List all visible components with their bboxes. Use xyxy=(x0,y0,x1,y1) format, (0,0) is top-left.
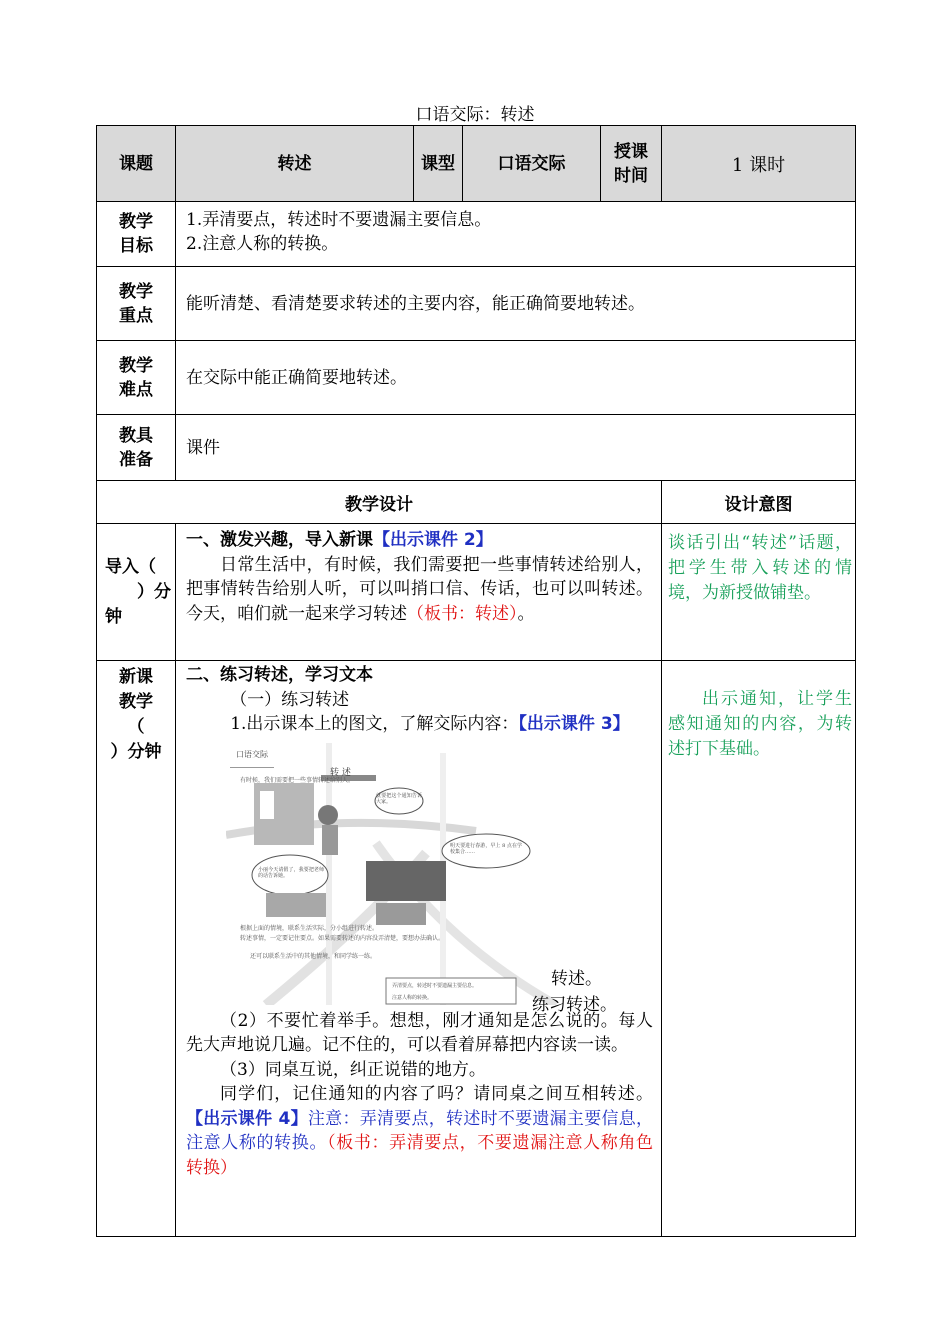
new-lesson-intent-text: 出示通知，让学生感知通知的内容，为转述打下基础。 xyxy=(668,689,852,759)
intro-label xyxy=(97,524,176,661)
new-lesson-label xyxy=(97,661,176,1237)
goals-label xyxy=(97,202,176,267)
goal-item: 1.弄清要点，转述时不要遗漏主要信息。 xyxy=(186,210,492,230)
goals-content xyxy=(176,202,856,267)
new-lesson-sub-1: （一）练习转述 xyxy=(230,689,350,710)
goals-label-line-1: 教学 xyxy=(119,212,153,232)
figure-tag: 口语交际 xyxy=(230,743,274,769)
figure-bubble-1: 就要把这个通知告诉大家。 xyxy=(376,792,422,805)
goals-row xyxy=(97,202,856,267)
topic-label: 课题 xyxy=(97,126,176,202)
figure-bubble-3: 小丽今天请假了，我要把老师的话告诉她。 xyxy=(258,866,324,879)
new-lesson-paragraph-4 xyxy=(186,1082,653,1180)
intro-row xyxy=(97,524,856,661)
new-lesson-row xyxy=(97,661,856,1237)
tools-row xyxy=(97,415,856,481)
new-lesson-step-1 xyxy=(186,712,653,737)
new-lesson-label-line-3: （ xyxy=(127,717,145,737)
time-label-line-2: 时间 xyxy=(614,165,648,186)
difficulties-label xyxy=(97,341,176,415)
new-lesson-label-line-2: 教学 xyxy=(119,692,153,712)
intro-label-line-1: 导入（ xyxy=(105,556,156,577)
intro-heading: 一、激发兴趣，导入新课 xyxy=(186,530,373,550)
intro-board: （板书：转述） xyxy=(407,603,518,624)
overlap-text-1: 转述。 xyxy=(551,968,602,989)
intro-label-line-3: 钟 xyxy=(105,606,122,627)
step-1-text: 1.出示课本上的图文，了解交际内容： xyxy=(230,714,519,734)
type-label: 课型 xyxy=(414,126,463,202)
figure-text-3: 还可以联系生活中的其他情境，和同学练一练。 xyxy=(250,952,377,960)
tools-label-line-1: 教具 xyxy=(119,425,153,446)
design-header: 教学设计 xyxy=(97,481,662,524)
tools-label-line-2: 准备 xyxy=(119,449,153,470)
difficulties-label-line-2: 难点 xyxy=(119,379,153,400)
new-lesson-heading: 二、练习转述，学习文本 xyxy=(186,665,373,685)
new-lesson-intent xyxy=(662,661,856,1237)
courseware-3: 【出示课件 3】 xyxy=(518,714,630,734)
key-points-label-line-2: 重点 xyxy=(119,305,153,326)
figure-text-1: 根据上面的情境，联系生活实际，分小组进行转述。 xyxy=(240,924,379,932)
key-points-row xyxy=(97,267,856,341)
figure-bubble-2: 明天要进行春游，早上 8 点在学校集合…… xyxy=(450,842,522,855)
tools-text: 课件 xyxy=(176,415,856,481)
design-header-row xyxy=(97,481,856,524)
header-row xyxy=(97,126,856,202)
key-points-text: 能听清楚、看清楚要求转述的主要内容，能正确简要地转述。 xyxy=(176,267,856,341)
figure-intro: 有时候，我们需要把一些事情转述给别人。 xyxy=(240,776,355,784)
tools-label xyxy=(97,415,176,481)
textbook-figure xyxy=(226,743,588,1005)
figure-tip-1: 弄清要点，转述时不要遗漏主要信息。 xyxy=(392,982,478,989)
difficulties-label-line-1: 教学 xyxy=(119,355,153,376)
intent-header: 设计意图 xyxy=(662,481,856,524)
new-lesson-step-3: （3）同桌互说，纠正说错的地方。 xyxy=(220,1059,486,1080)
overlap-text-2: 练习转述。 xyxy=(532,994,617,1015)
time-label xyxy=(601,126,662,202)
intro-heading-line xyxy=(186,528,653,553)
time-value: 1 课时 xyxy=(662,126,856,202)
intro-paragraph xyxy=(186,553,653,627)
intro-courseware: 【出示课件 2】 xyxy=(373,530,493,550)
document-title: 口语交际：转述 xyxy=(415,105,535,125)
key-points-label-line-1: 教学 xyxy=(119,281,153,302)
topic-value: 转述 xyxy=(176,126,414,202)
figure-tip-2: 注意人称的转换。 xyxy=(392,994,433,1001)
intro-intent: 谈话引出“转述”话题，把学生带入转述的情境，为新授做铺垫。 xyxy=(662,524,856,661)
difficulties-row xyxy=(97,341,856,415)
figure-text-2: 转述事情，一定要记住要点。如果需要转述的内容没弄清楚，要想办法确认。 xyxy=(240,934,445,942)
goal-item: 2.注意人称的转换。 xyxy=(186,234,339,254)
courseware-4: 【出示课件 4】 xyxy=(186,1108,308,1129)
goals-label-line-2: 目标 xyxy=(119,236,153,256)
intro-content xyxy=(176,524,662,661)
new-lesson-note: 注意：弄清要点，转述时不要遗漏主要信息，注意人称的转换。 xyxy=(186,1108,654,1153)
difficulties-text: 在交际中能正确简要地转述。 xyxy=(176,341,856,415)
new-lesson-label-line-4: ）分钟 xyxy=(110,742,162,762)
new-lesson-step-2: （2）不要忙着举手。想想，刚才通知是怎么说的。每人先大声地说几遍。记不住的，可以看着屏幕把内容读一读。 xyxy=(186,1010,653,1055)
new-lesson-content xyxy=(176,661,662,1237)
lesson-plan-table xyxy=(96,125,856,1237)
intro-text: 日常生活中，有时候，我们需要把一些事情转述给别人，把事情转告给别人听，可以叫捎口信、传话，也可以叫转述。今天，咱们就一起来学习转述 xyxy=(186,554,653,624)
new-lesson-board: （板书：弄清要点，不要遗漏注意人称角色转换） xyxy=(186,1133,654,1178)
intro-label-line-2: ）分 xyxy=(137,581,171,602)
type-value: 口语交际 xyxy=(463,126,601,202)
figure-title: 转 述 xyxy=(330,767,351,778)
intro-end: 。 xyxy=(517,603,535,624)
key-points-label xyxy=(97,267,176,341)
para-4-text: 同学们，记住通知的内容了吗？请同桌之间互相转述。 xyxy=(220,1084,653,1104)
new-lesson-label-line-1: 新课 xyxy=(119,667,153,687)
time-label-line-1: 授课 xyxy=(614,141,648,162)
